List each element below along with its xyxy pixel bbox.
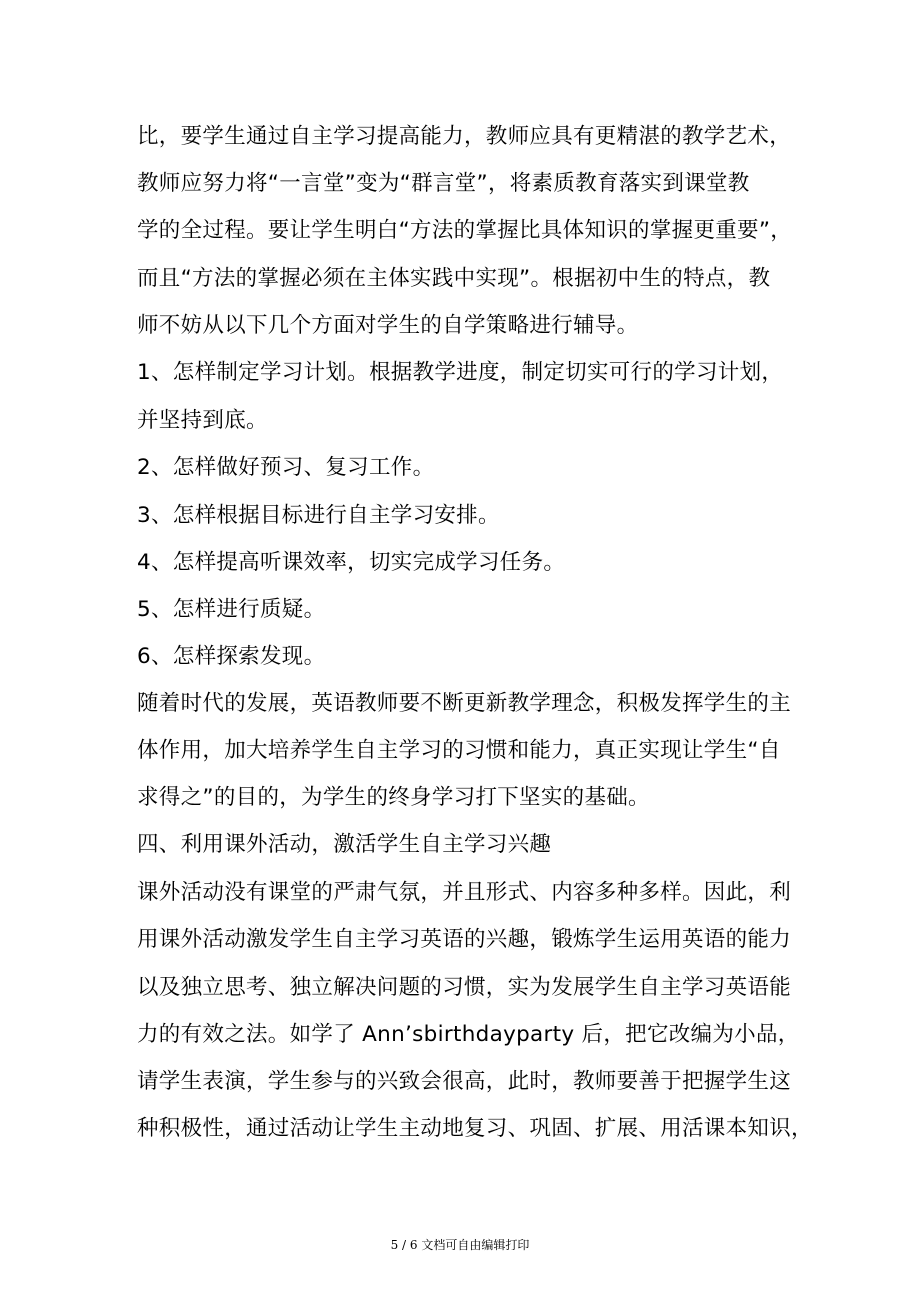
text-line: 而且“方法的掌握必须在主体实践中实现”。根据初中生的特点，教 (137, 266, 771, 291)
text-line: 种积极性，通过活动让学生主动地复习、巩固、扩展、用活课本知识， (137, 1116, 813, 1141)
text-line: 课外活动没有课堂的严肃气氛，并且形式、内容多种多样。因此，利 (137, 880, 792, 905)
section-heading: 四、利用课外活动，激活学生自主学习兴趣 (137, 832, 552, 857)
text-line: 师不妨从以下几个方面对学生的自学策略进行辅导。 (137, 313, 639, 338)
text-line: 学的全过程。要让学生明白“方法的掌握比具体知识的掌握更重要”， (137, 218, 793, 243)
text-line: 求得之”的目的，为学生的终身学习打下坚实的基础。 (137, 785, 650, 810)
list-item: 6、怎样探索发现。 (137, 644, 326, 669)
text-line: 用课外活动激发学生自主学习英语的兴趣，锻炼学生运用英语的能力 (137, 927, 792, 952)
text-line: 请学生表演，学生参与的兴致会很高，此时，教师要善于把握学生这 (137, 1069, 792, 1094)
text-line: 比，要学生通过自主学习提高能力，教师应具有更精湛的教学艺术， (137, 124, 792, 149)
page-footer (0, 1237, 920, 1253)
list-item: 4、怎样提高听课效率，切实完成学习任务。 (137, 550, 566, 575)
list-item: 5、怎样进行质疑。 (137, 597, 326, 622)
text-line: 体作用，加大培养学生自主学习的习惯和能力，真正实现让学生“自 (137, 738, 781, 763)
text-line: 力的有效之法。如学了 Ann’sbirthdayparty 后，把它改编为小品， (137, 1022, 800, 1047)
list-item: 1、怎样制定学习计划。根据教学进度，制定切实可行的学习计划， (137, 360, 784, 385)
text-line: 教师应努力将“一言堂”变为“群言堂”，将素质教育落实到课堂教 (137, 171, 750, 196)
text-line: 以及独立思考、独立解决问题的习惯，实为发展学生自主学习英语能 (137, 975, 792, 1000)
list-item: 3、怎样根据目标进行自主学习安排。 (137, 503, 500, 528)
text-line: 并坚持到底。 (137, 408, 268, 433)
footer-note: 文档可自由编辑打印 (421, 1238, 530, 1252)
page-number: 5 / 6 (390, 1238, 418, 1252)
text-line: 随着时代的发展，英语教师要不断更新教学理念，积极发挥学生的主 (137, 691, 792, 716)
list-item: 2、怎样做好预习、复习工作。 (137, 455, 435, 480)
